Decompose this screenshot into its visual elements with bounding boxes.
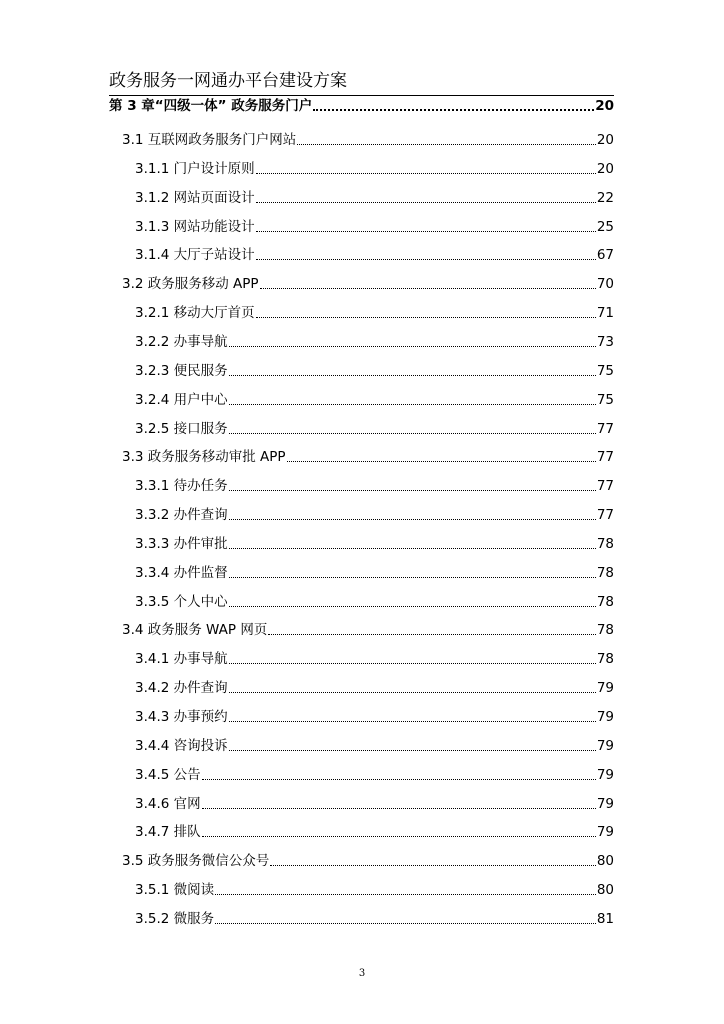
toc-entry-label: 3.4.5 公告 (135, 766, 201, 783)
toc-entry[interactable] (135, 648, 614, 670)
toc-entry-label: 3.4.6 官网 (135, 795, 201, 812)
toc-entry-label: 3.1.1 门户设计原则 (135, 160, 255, 177)
toc-entry-label: 3.3.4 办件监督 (135, 564, 228, 581)
toc-entry-label: 3.2.3 便民服务 (135, 362, 228, 379)
toc-entry-label: 3.4 政务服务 WAP 网页 (122, 622, 268, 639)
toc-entry[interactable] (135, 158, 614, 180)
toc-entry-page: 78 (596, 535, 614, 552)
toc-entry[interactable] (135, 908, 614, 930)
toc-entry-label: 3.2.5 接口服务 (135, 420, 228, 437)
toc-entry[interactable] (109, 95, 614, 117)
toc-entry[interactable] (135, 677, 614, 699)
toc-entry[interactable] (135, 418, 614, 440)
toc-entry-page: 25 (596, 218, 614, 235)
toc-leader-dots (229, 433, 596, 434)
toc-entry-page: 78 (596, 651, 614, 668)
toc-leader-dots (229, 519, 596, 520)
toc-leader-dots (229, 606, 596, 607)
toc-leader-dots (256, 173, 596, 174)
toc-entry-page: 77 (596, 449, 614, 466)
toc-entry-label: 3.3 政务服务移动审批 APP (122, 449, 286, 466)
toc-entry-label: 3.2.2 办事导航 (135, 333, 228, 350)
toc-entry-label: 3.1.3 网站功能设计 (135, 218, 255, 235)
toc-entry-label: 3.2.1 移动大厅首页 (135, 305, 255, 322)
toc-entry-page: 20 (595, 98, 614, 114)
toc-leader-dots (313, 109, 594, 111)
toc-entry[interactable] (135, 821, 614, 843)
toc-leader-dots (268, 634, 595, 635)
toc-entry[interactable] (135, 389, 614, 411)
toc-entry-page: 75 (596, 391, 614, 408)
toc-entry-page: 77 (596, 420, 614, 437)
toc-entry-label: 3.4.2 办件查询 (135, 680, 228, 697)
toc-entry[interactable] (135, 216, 614, 238)
toc-leader-dots (229, 750, 596, 751)
toc-entry-label: 3.3.1 待办任务 (135, 478, 228, 495)
toc-leader-dots (256, 317, 596, 318)
toc-entry-page: 79 (596, 737, 614, 754)
toc-entry-page: 22 (596, 189, 614, 206)
toc-entry[interactable] (135, 302, 614, 324)
toc-entry-label: 第 3 章“四级一体” 政务服务门户 (109, 98, 313, 114)
toc-entry-page: 79 (596, 824, 614, 841)
toc-leader-dots (229, 548, 596, 549)
toc-entry[interactable] (122, 619, 614, 641)
toc-leader-dots (260, 288, 596, 289)
toc-entry-label: 3.3.5 个人中心 (135, 593, 228, 610)
toc-entry-label: 3.4.3 办事预约 (135, 709, 228, 725)
toc-leader-dots (202, 836, 596, 837)
toc-entry[interactable] (135, 879, 614, 901)
toc-entry-label: 3.2 政务服务移动 APP (122, 276, 259, 293)
toc-entry-label: 3.3.3 办件审批 (135, 535, 228, 552)
toc-entry[interactable] (122, 273, 614, 295)
toc-entry[interactable] (135, 735, 614, 757)
toc-leader-dots (229, 577, 596, 578)
toc-leader-dots (229, 375, 596, 376)
toc-entry-page: 79 (596, 680, 614, 697)
toc-leader-dots (229, 346, 596, 347)
toc-entry[interactable] (135, 360, 614, 382)
toc-entry-page: 20 (596, 132, 614, 148)
toc-leader-dots (256, 259, 596, 260)
toc-entry-page: 20 (596, 160, 614, 177)
toc-entry-page: 80 (596, 882, 614, 899)
toc-entry-label: 3.1.4 大厅子站设计 (135, 247, 255, 264)
toc-entry-label: 3.1 互联网政务服务门户网站 (122, 132, 297, 148)
toc-entry[interactable] (135, 562, 614, 584)
toc-leader-dots (215, 894, 596, 895)
toc-entry-label: 3.4.1 办事导航 (135, 651, 228, 668)
toc-entry[interactable] (135, 533, 614, 555)
toc-entry[interactable] (135, 244, 614, 266)
toc-entry-page: 71 (596, 305, 614, 322)
toc-entry[interactable] (135, 187, 614, 209)
toc-entry-page: 75 (596, 362, 614, 379)
toc-leader-dots (256, 202, 596, 203)
toc-leader-dots (202, 808, 596, 809)
toc-leader-dots (287, 461, 596, 462)
toc-leader-dots (256, 231, 596, 232)
toc-leader-dots (229, 663, 596, 664)
toc-leader-dots (229, 490, 596, 491)
page-number: 3 (358, 968, 366, 979)
toc-entry-page: 67 (596, 247, 614, 264)
toc-entry[interactable] (122, 850, 614, 872)
toc-entry[interactable] (135, 331, 614, 353)
toc-entry-page: 79 (596, 766, 614, 783)
running-header (109, 70, 614, 96)
toc-entry-page: 77 (596, 478, 614, 495)
toc-entry-page: 70 (596, 276, 614, 293)
toc-entry-page: 80 (596, 853, 614, 870)
toc-entry-label: 3.2.4 用户中心 (135, 391, 228, 408)
toc-entry[interactable] (135, 706, 614, 728)
toc-entry-label: 3.4.4 咨询投诉 (135, 737, 228, 754)
toc-entry-page: 79 (596, 709, 614, 725)
toc-leader-dots (229, 692, 596, 693)
toc-entry[interactable] (135, 793, 614, 815)
toc-entry-page: 77 (596, 507, 614, 524)
toc-entry-label: 3.5.2 微服务 (135, 910, 215, 927)
toc-entry-page: 79 (596, 795, 614, 812)
toc-leader-dots (229, 404, 596, 405)
toc-leader-dots (202, 779, 596, 780)
toc-entry-label: 3.4.7 排队 (135, 824, 201, 841)
toc-entry-page: 78 (596, 593, 614, 610)
toc-entry-page: 78 (596, 622, 614, 639)
toc-entry-page: 81 (596, 910, 614, 927)
toc-entry[interactable] (135, 475, 614, 497)
document-title: 政务服务一网通办平台建设方案 (109, 71, 347, 91)
toc-entry-label: 3.5 政务服务微信公众号 (122, 853, 270, 870)
toc-leader-dots (215, 923, 596, 924)
toc-entry-label: 3.3.2 办件查询 (135, 507, 228, 524)
toc-leader-dots (229, 721, 596, 722)
toc-leader-dots (270, 865, 596, 866)
toc-entry[interactable] (122, 446, 614, 468)
toc-entry[interactable] (122, 129, 614, 151)
toc-entry-page: 73 (596, 333, 614, 350)
toc-entry[interactable] (135, 591, 614, 613)
toc-entry-label: 3.1.2 网站页面设计 (135, 189, 255, 206)
toc-entry-page: 78 (596, 564, 614, 581)
toc-leader-dots (297, 144, 596, 145)
toc-entry-label: 3.5.1 微阅读 (135, 882, 215, 899)
toc-entry[interactable] (135, 504, 614, 526)
toc-entry[interactable] (135, 764, 614, 786)
